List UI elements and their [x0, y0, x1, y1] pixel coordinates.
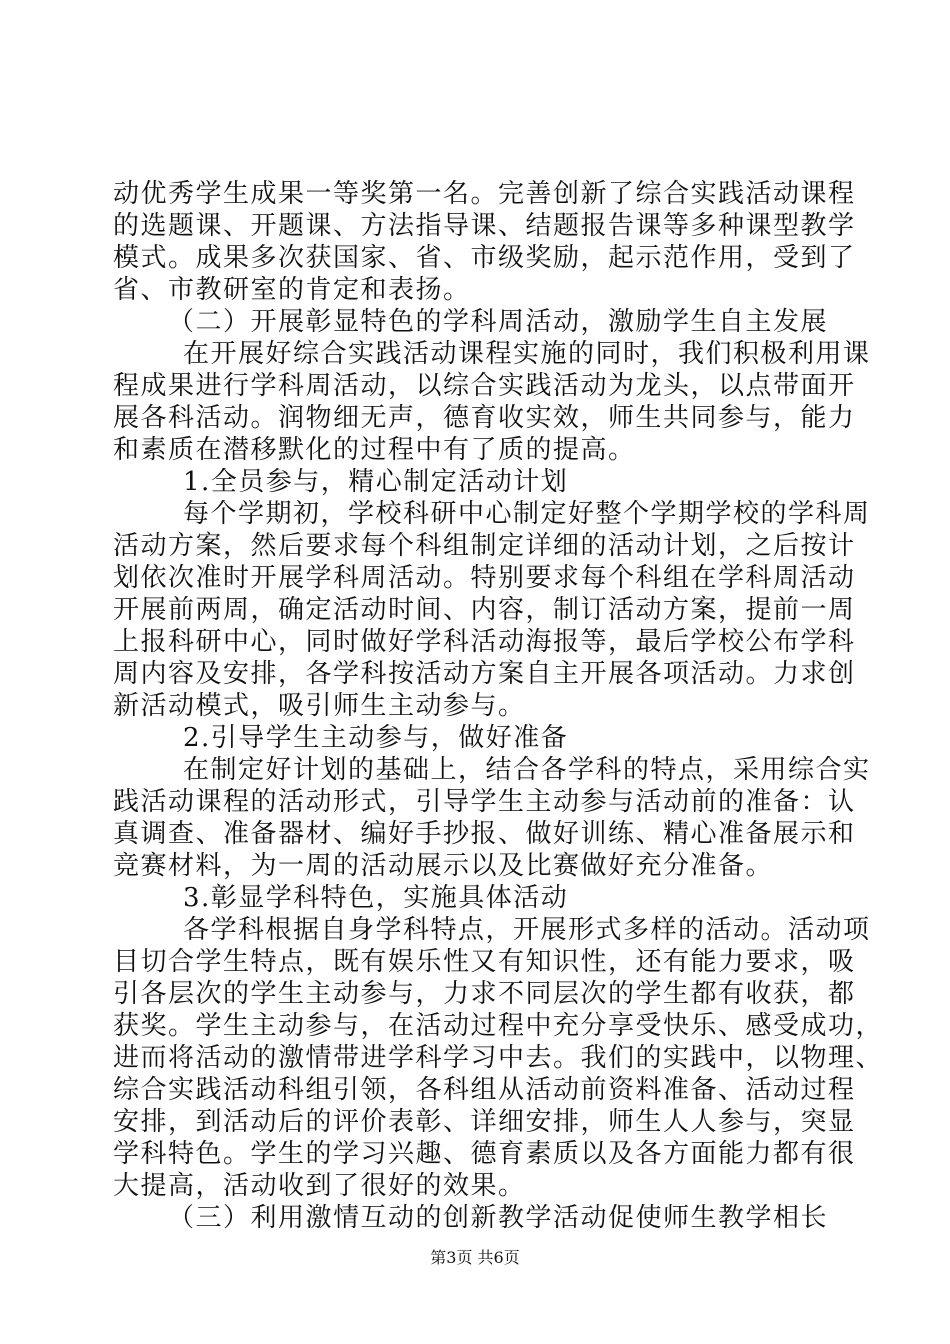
- text-line: 模式。成果多次获国家、省、市级奖励，起示范作用，受到了: [113, 243, 856, 273]
- subsection-heading: 2.引导学生主动参与，做好准备: [183, 723, 569, 753]
- text-line: 安排，到活动后的评价表彰、详细安排，师生人人参与，突显: [113, 1107, 856, 1137]
- text-line: 和素质在潜移默化的过程中有了质的提高。: [113, 435, 636, 465]
- text-line: 周内容及安排，各学科按活动方案自主开展各项活动。力求创: [113, 659, 856, 689]
- subsection-heading: 3.彰显学科特色，实施具体活动: [183, 883, 569, 913]
- text-line: 动优秀学生成果一等奖第一名。完善创新了综合实践活动课程: [113, 179, 856, 209]
- text-line: 大提高，活动收到了很好的效果。: [113, 1171, 526, 1201]
- text-line: 进而将活动的激情带进学科学习中去。我们的实践中，以物理、: [113, 1043, 884, 1073]
- text-line: 综合实践活动科组引领，各科组从活动前资料准备、活动过程: [113, 1075, 856, 1105]
- text-line: 程成果进行学科周活动，以综合实践活动为龙头，以点带面开: [113, 371, 856, 401]
- text-line: 新活动模式，吸引师生主动参与。: [113, 691, 526, 721]
- text-line: 每个学期初，学校科研中心制定好整个学期学校的学科周: [183, 499, 871, 529]
- text-line: 真调查、准备器材、编好手抄报、做好训练、精心准备展示和: [113, 819, 856, 849]
- section-heading: （二）开展彰显特色的学科周活动，激励学生自主发展: [168, 307, 829, 337]
- text-line: 获奖。学生主动参与，在活动过程中充分享受快乐、感受成功，: [113, 1011, 884, 1041]
- text-line: 省、市教研室的肯定和表扬。: [113, 275, 471, 305]
- text-line: 竞赛材料，为一周的活动展示以及比赛做好充分准备。: [113, 851, 774, 881]
- document-body: [113, 178, 884, 1234]
- text-line: 在开展好综合实践活动课程实施的同时，我们积极利用课: [183, 339, 871, 369]
- text-line: 引各层次的学生主动参与，力求不同层次的学生都有收获，都: [113, 979, 856, 1009]
- text-line: 开展前两周，确定活动时间、内容，制订活动方案，提前一周: [113, 595, 856, 625]
- text-line: 上报科研中心，同时做好学科活动海报等，最后学校公布学科: [113, 627, 856, 657]
- subsection-heading: 1.全员参与，精心制定活动计划: [183, 467, 569, 497]
- text-line: 活动方案，然后要求每个科组制定详细的活动计划，之后按计: [113, 531, 856, 561]
- text-line: 学科特色。学生的学习兴趣、德育素质以及各方面能力都有很: [113, 1139, 856, 1169]
- text-line: 划依次准时开展学科周活动。特别要求每个科组在学科周活动: [113, 563, 856, 593]
- text-line: 践活动课程的活动形式，引导学生主动参与活动前的准备：认: [113, 787, 856, 817]
- text-line: 目切合学生特点，既有娱乐性又有知识性，还有能力要求，吸: [113, 947, 856, 977]
- section-heading: （三）利用激情互动的创新教学活动促使师生教学相长: [168, 1203, 829, 1233]
- text-line: 的选题课、开题课、方法指导课、结题报告课等多种课型教学: [113, 211, 856, 241]
- text-line: 各学科根据自身学科特点，开展形式多样的活动。活动项: [183, 915, 871, 945]
- page-footer: 第3页 共6页: [430, 1248, 520, 1267]
- text-line: 在制定好计划的基础上，结合各学科的特点，采用综合实: [183, 755, 871, 785]
- text-line: 展各科活动。润物细无声，德育收实效，师生共同参与，能力: [113, 403, 856, 433]
